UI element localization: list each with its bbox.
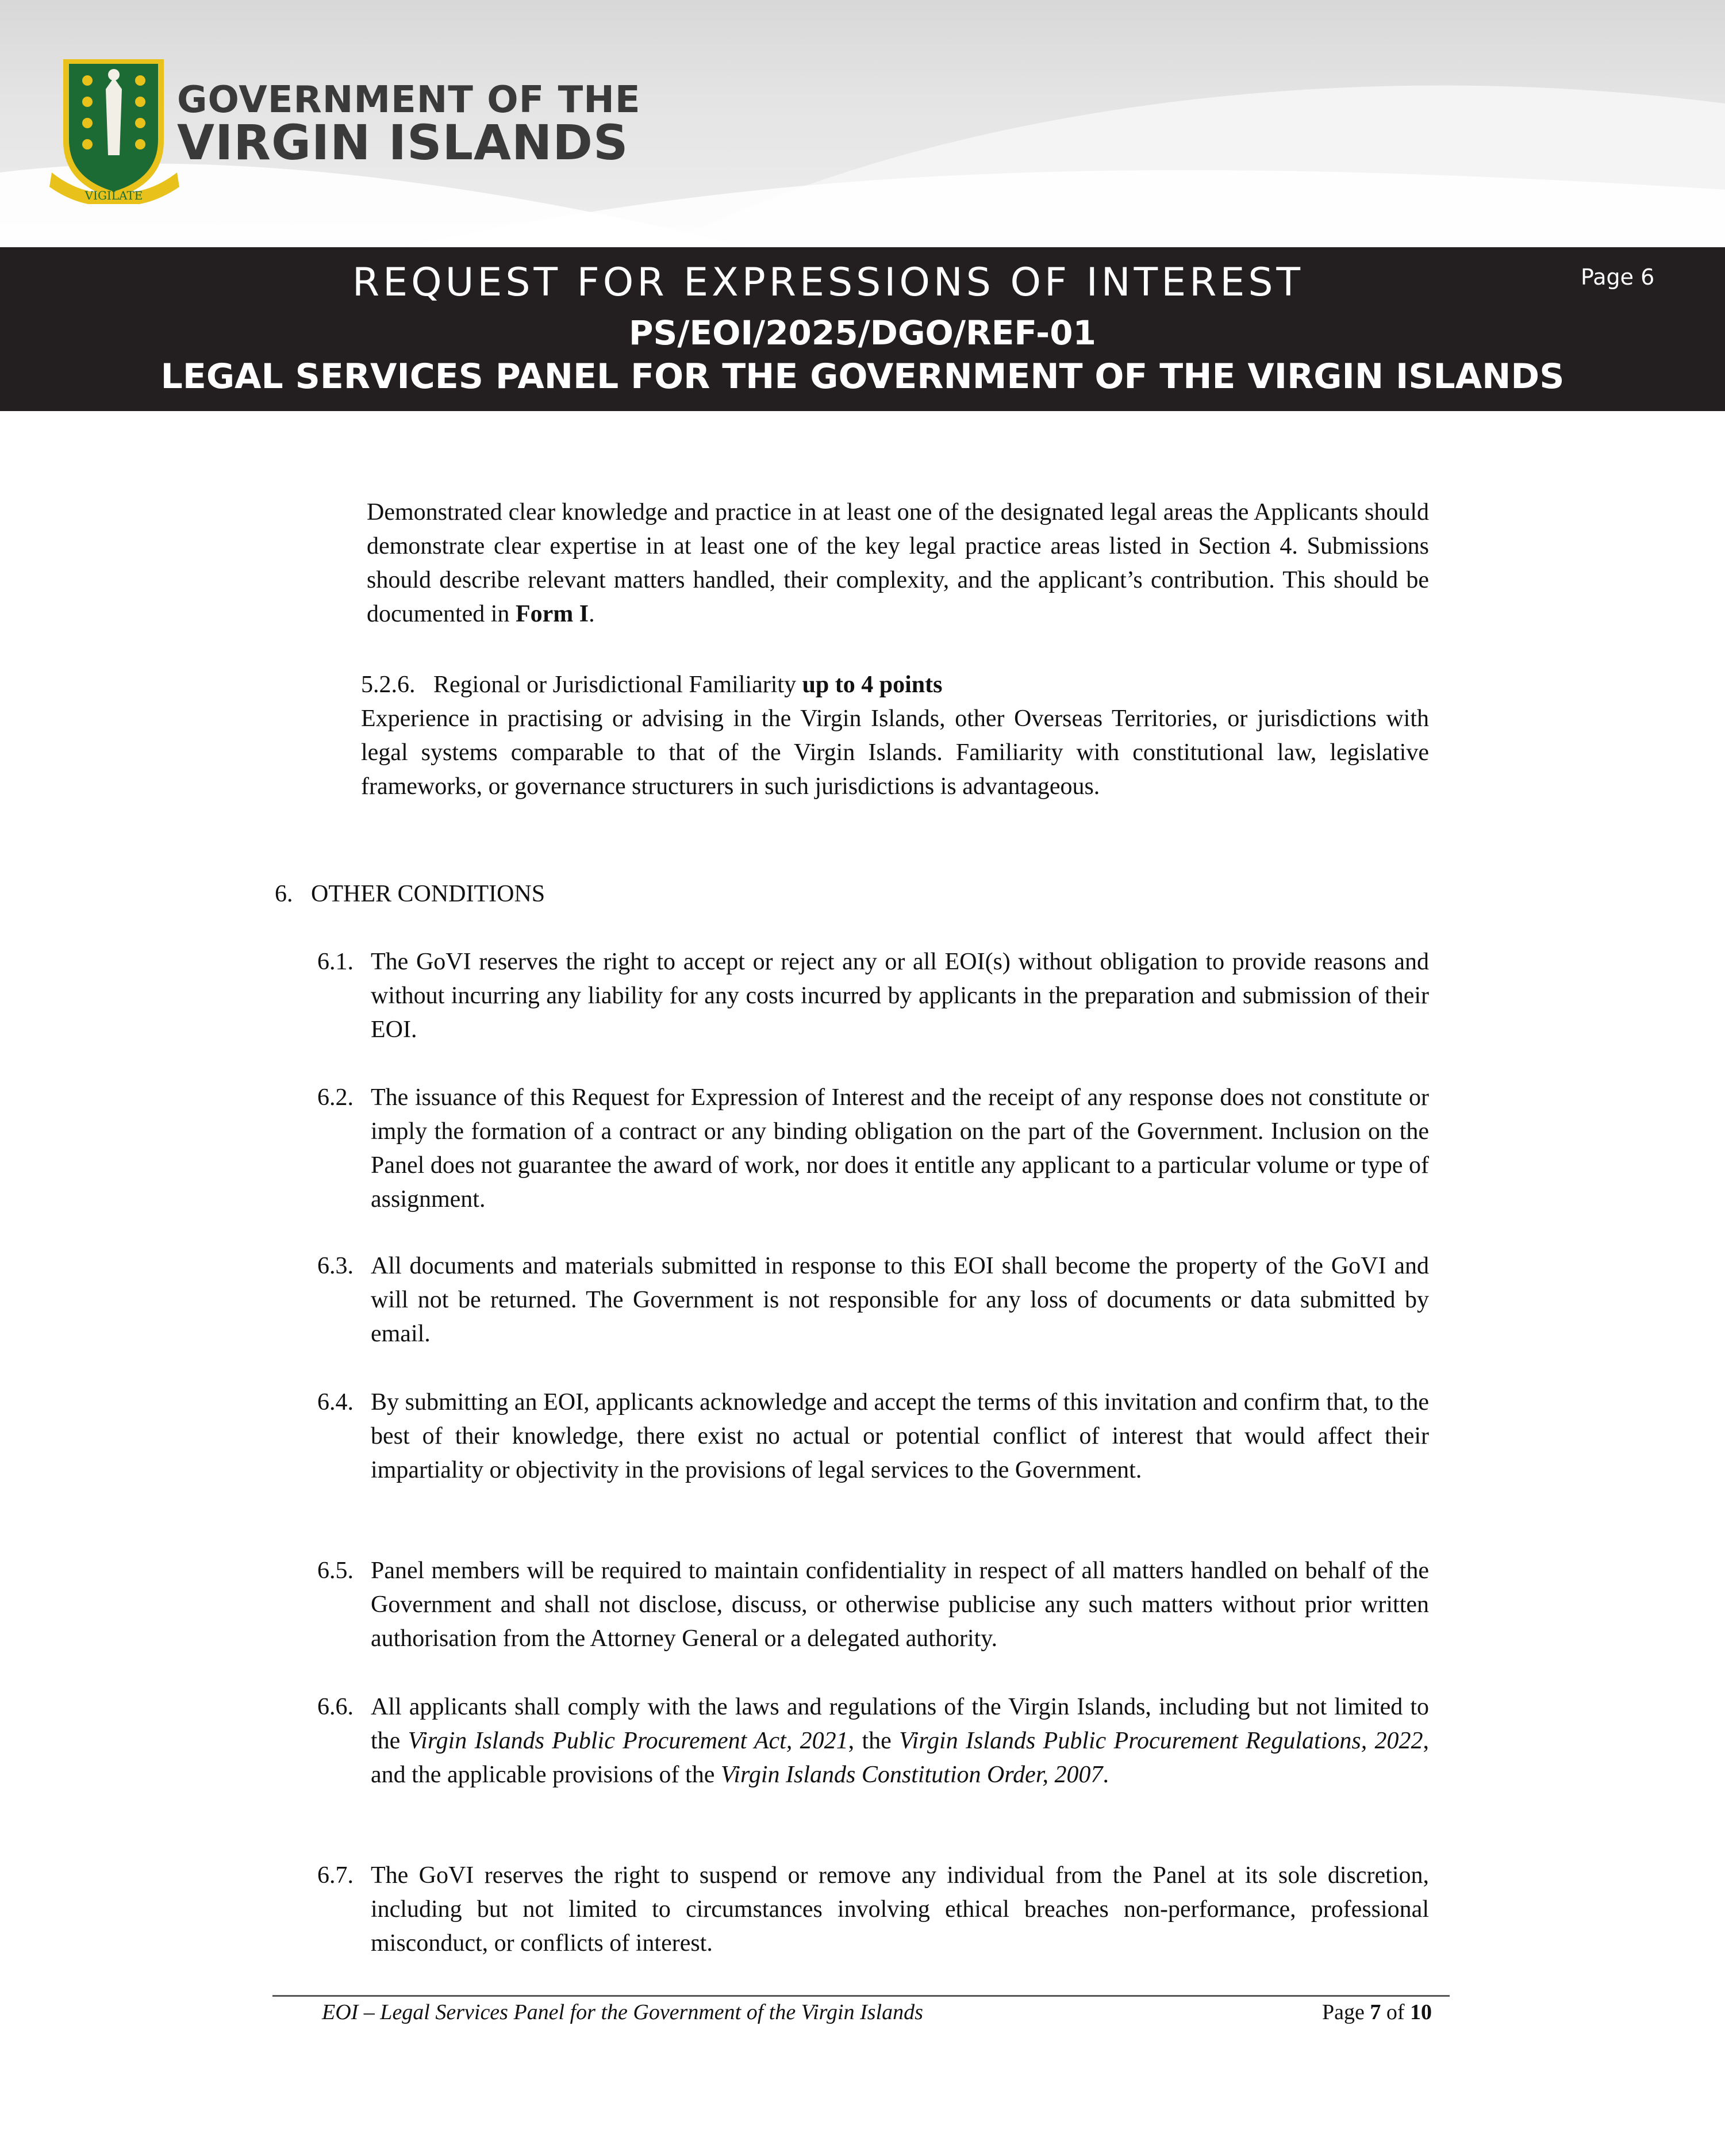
condition-6-1: The GoVI reserves the right to accept or reject any or all EOI(s) without obligation to provide reasons and without incurring any liability for any costs incurred by applicants in the preparation and submission of their EOI.: [371, 949, 1429, 1043]
subsection-text: Experience in practising or advising in the Virgin Islands, other Overseas Territories, or jurisdictions with legal systems comparable to that of the Virgin Islands. Familiarity with constitutional law, legislative frameworks, or governance structurers in such jurisdictions is advantageous.: [361, 705, 1429, 800]
crest-motto: VIGILATE: [84, 189, 143, 202]
condition-6-5: Panel members will be required to maintain confidentiality in respect of all matters handled on behalf of the Government and shall not disclose, discuss, or otherwise publicise any such matters without prior written authorisation from the Attorney General or a delegated authority.: [371, 1557, 1429, 1652]
item-number: 6.5.: [317, 1557, 354, 1584]
condition-6-2: The issuance of this Request for Expression of Interest and the receipt of any response does not constitute or imply the formation of a contract or any binding obligation on the part of the Government. Inclusion on the Panel does not guarantee the award of work, nor does it entitle any applicant to a particular volume or type of assignment.: [371, 1084, 1429, 1213]
condition-6-6: All applicants shall comply with the laws and regulations of the Virgin Islands, including but not limited to the Virgin Islands Public Procurement Act, 2021, the Virgin Islands Public Procurement Regulations, 2022, and the applicable provisions of the Virgin Islands Constitution Order, 2007.: [371, 1694, 1430, 1788]
subsection-title: Regional or Jurisdictional Familiarity: [433, 672, 802, 698]
footer-page-number: Page 7 of 10: [1322, 2000, 1432, 2024]
document-type-title: REQUEST FOR EXPRESSIONS OF INTEREST: [352, 260, 1304, 305]
header-background: [0, 0, 1725, 247]
regulations-citation: Virgin Islands Public Procurement Regulations, 2022: [899, 1728, 1423, 1754]
item-number: 6.2.: [317, 1084, 354, 1111]
footer-title: EOI – Legal Services Panel for the Government of the Virgin Islands: [322, 2000, 923, 2024]
reference-number: PS/EOI/2025/DGO/REF-01: [629, 313, 1096, 352]
item-number: 6.3.: [317, 1253, 354, 1279]
form-reference: Form I: [515, 601, 589, 627]
org-name-line2: VIRGIN ISLANDS: [177, 114, 629, 171]
item-number: 6.7.: [317, 1862, 354, 1889]
constitution-citation: Virgin Islands Constitution Order, 2007: [720, 1762, 1103, 1788]
document-subtitle: LEGAL SERVICES PANEL FOR THE GOVERNMENT OF THE VIRGIN ISLANDS: [160, 356, 1565, 397]
header-page-label: Page 6: [1581, 264, 1655, 290]
government-logo: [46, 55, 641, 204]
condition-6-7: The GoVI reserves the right to suspend or remove any individual from the Panel at its sole discretion, including but not limited to circumstances involving ethical breaches non-performance, professional misconduct, or conflicts of interest.: [371, 1862, 1429, 1956]
act-citation: Virgin Islands Public Procurement Act, 2021: [408, 1728, 848, 1754]
subsection-5-2-6: [361, 668, 1429, 804]
section-6-heading: 6. OTHER CONDITIONS: [275, 881, 545, 907]
subsection-points: up to 4 points: [802, 672, 943, 698]
item-number: 6.6.: [317, 1694, 354, 1720]
condition-6-4: By submitting an EOI, applicants acknowledge and accept the terms of this invitation and confirm that, to the best of their knowledge, there exist no actual or potential conflict of interest that would affect their impartiality or objectivity in the provisions of legal services to the Government.: [371, 1389, 1429, 1483]
title-band: [0, 247, 1725, 411]
coat-of-arms-icon: [46, 55, 184, 204]
condition-6-3: All documents and materials submitted in response to this EOI shall become the property of the GoVI and will not be returned. The Government is not responsible for any loss of documents or data submitted by email.: [371, 1253, 1429, 1347]
item-number: 6.1.: [317, 949, 354, 975]
intro-paragraph: Demonstrated clear knowledge and practice in at least one of the designated legal areas the Applicants should demonstrate clear expertise in at least one of the key legal practice areas listed in Section 4. Submissions should describe relevant matters handled, their complexity, and the applicant’s contribution. This should be documented in Form I.: [367, 499, 1429, 627]
footer-rule: [272, 1995, 1450, 1997]
subsection-number: 5.2.6.: [361, 672, 416, 698]
org-name-line1: GOVERNMENT OF THE: [177, 79, 641, 121]
item-number: 6.4.: [317, 1389, 354, 1415]
